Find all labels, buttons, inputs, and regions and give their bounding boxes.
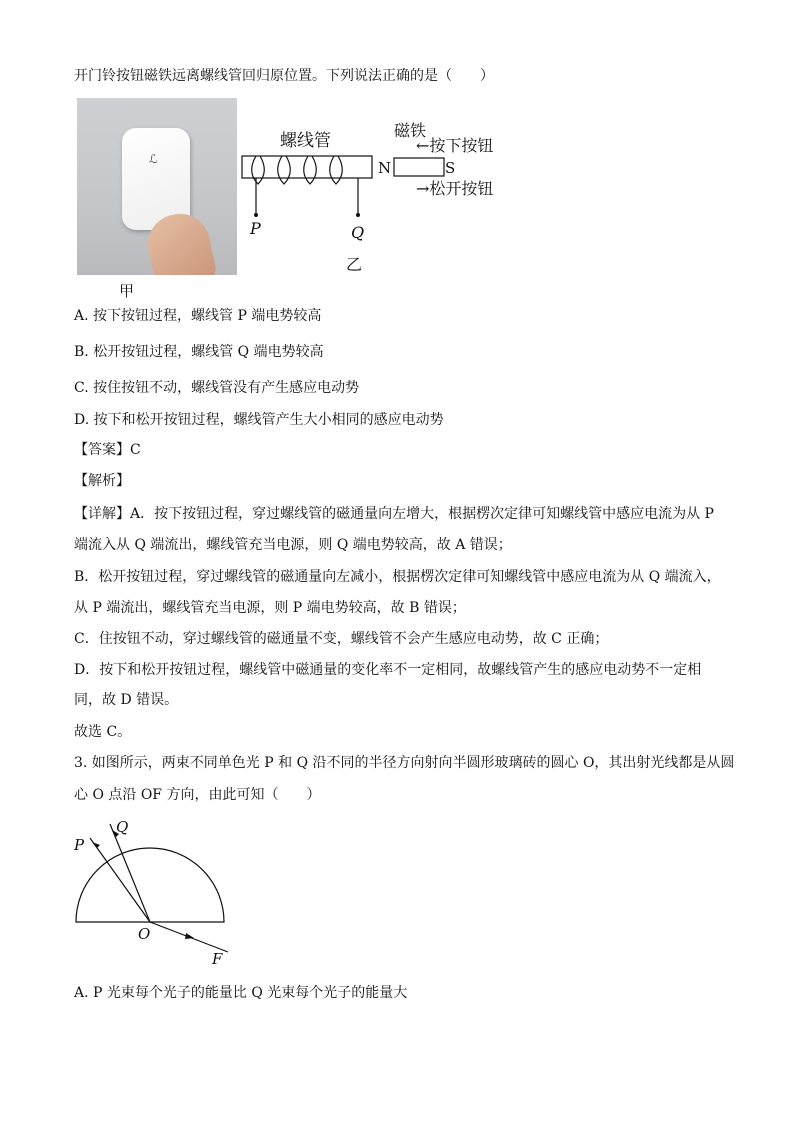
bell-logo-icon: ℒ xyxy=(149,152,158,166)
detail-line-2: 端流入从 Q 端流出，螺线管充当电源，则 Q 端电势较高，故 A 错误； xyxy=(74,537,512,553)
label-f: F xyxy=(212,950,223,968)
terminal-q-dot xyxy=(356,213,360,217)
magnet-label: 磁铁 xyxy=(394,121,427,140)
semicircle-glass xyxy=(76,848,224,922)
terminal-p-dot xyxy=(254,213,258,217)
figure-caption-yi: 乙 xyxy=(346,255,363,274)
detail-line-5: C．住按钮不动，穿过螺线管的磁通量不变，螺线管不会产生感应电动势，故 C 正确； xyxy=(74,631,609,647)
solenoid-diagram xyxy=(236,118,526,280)
ray-q xyxy=(110,824,150,922)
q3-stem-line-1: 3. 如图所示，两束不同单色光 P 和 Q 沿不同的半径方向射向半圆形玻璃砖的圆心 O，其出射光线都是从圆 xyxy=(74,755,735,771)
option-c: C. 按住按钮不动，螺线管没有产生感应电动势 xyxy=(74,380,360,396)
semicircle-refraction-diagram xyxy=(66,812,246,972)
answer-line: 【答案】C xyxy=(74,442,141,458)
terminal-p-label: P xyxy=(250,219,261,238)
conclusion-line: 故选 C。 xyxy=(74,724,132,740)
detail-line-1: 【详解】A．按下按钮过程，穿过螺线管的磁通量向左增大，根据楞次定律可知螺线管中感应电流为从 P xyxy=(74,506,714,522)
option-b: B. 松开按钮过程，螺线管 Q 端电势较高 xyxy=(74,344,324,360)
detail-line-4: 从 P 端流出，螺线管充当电源，则 P 端电势较高，故 B 错误； xyxy=(74,600,466,616)
figure-caption-jia: 甲 xyxy=(119,282,135,300)
release-label: →松开按钮 xyxy=(416,179,494,198)
q3-stem-line-2: 心 O 点沿 OF 方向，由此可知（ ） xyxy=(74,787,321,803)
label-p: P xyxy=(74,836,85,854)
option-a: A. 按下按钮过程，螺线管 P 端电势较高 xyxy=(74,308,322,324)
ray-p xyxy=(90,838,150,922)
solenoid-coil xyxy=(252,156,343,184)
ray-of-arrow xyxy=(185,933,194,939)
pole-n-label: N xyxy=(378,159,392,177)
press-label: ←按下按钮 xyxy=(416,136,494,155)
analysis-header: 【解析】 xyxy=(74,473,130,489)
coil-label: 螺线管 xyxy=(280,131,331,151)
question-intro: 开门铃按钮磁铁远离螺线管回归原位置。下列说法正确的是（ ） xyxy=(74,68,494,84)
doorbell-photo xyxy=(77,98,237,275)
detail-line-7: 同，故 D 错误。 xyxy=(74,692,179,708)
detail-line-3: B．松开按钮过程，穿过螺线管的磁通量向左减小，根据楞次定律可知螺线管中感应电流为从 Q 端流入， xyxy=(74,569,721,585)
q3-option-a: A. P 光束每个光子的能量比 Q 光束每个光子的能量大 xyxy=(74,985,408,1001)
detail-line-6: D．按下和松开按钮过程，螺线管中磁通量的变化率不一定相同，故螺线管产生的感应电动势不一定相 xyxy=(74,662,702,678)
pole-s-label: S xyxy=(445,159,456,177)
magnet-body xyxy=(394,158,444,176)
label-q: Q xyxy=(116,818,129,836)
terminal-q-label: Q xyxy=(351,223,365,242)
option-d: D. 按下和松开按钮过程，螺线管产生大小相同的感应电动势 xyxy=(74,412,444,428)
label-o: O xyxy=(138,925,151,943)
